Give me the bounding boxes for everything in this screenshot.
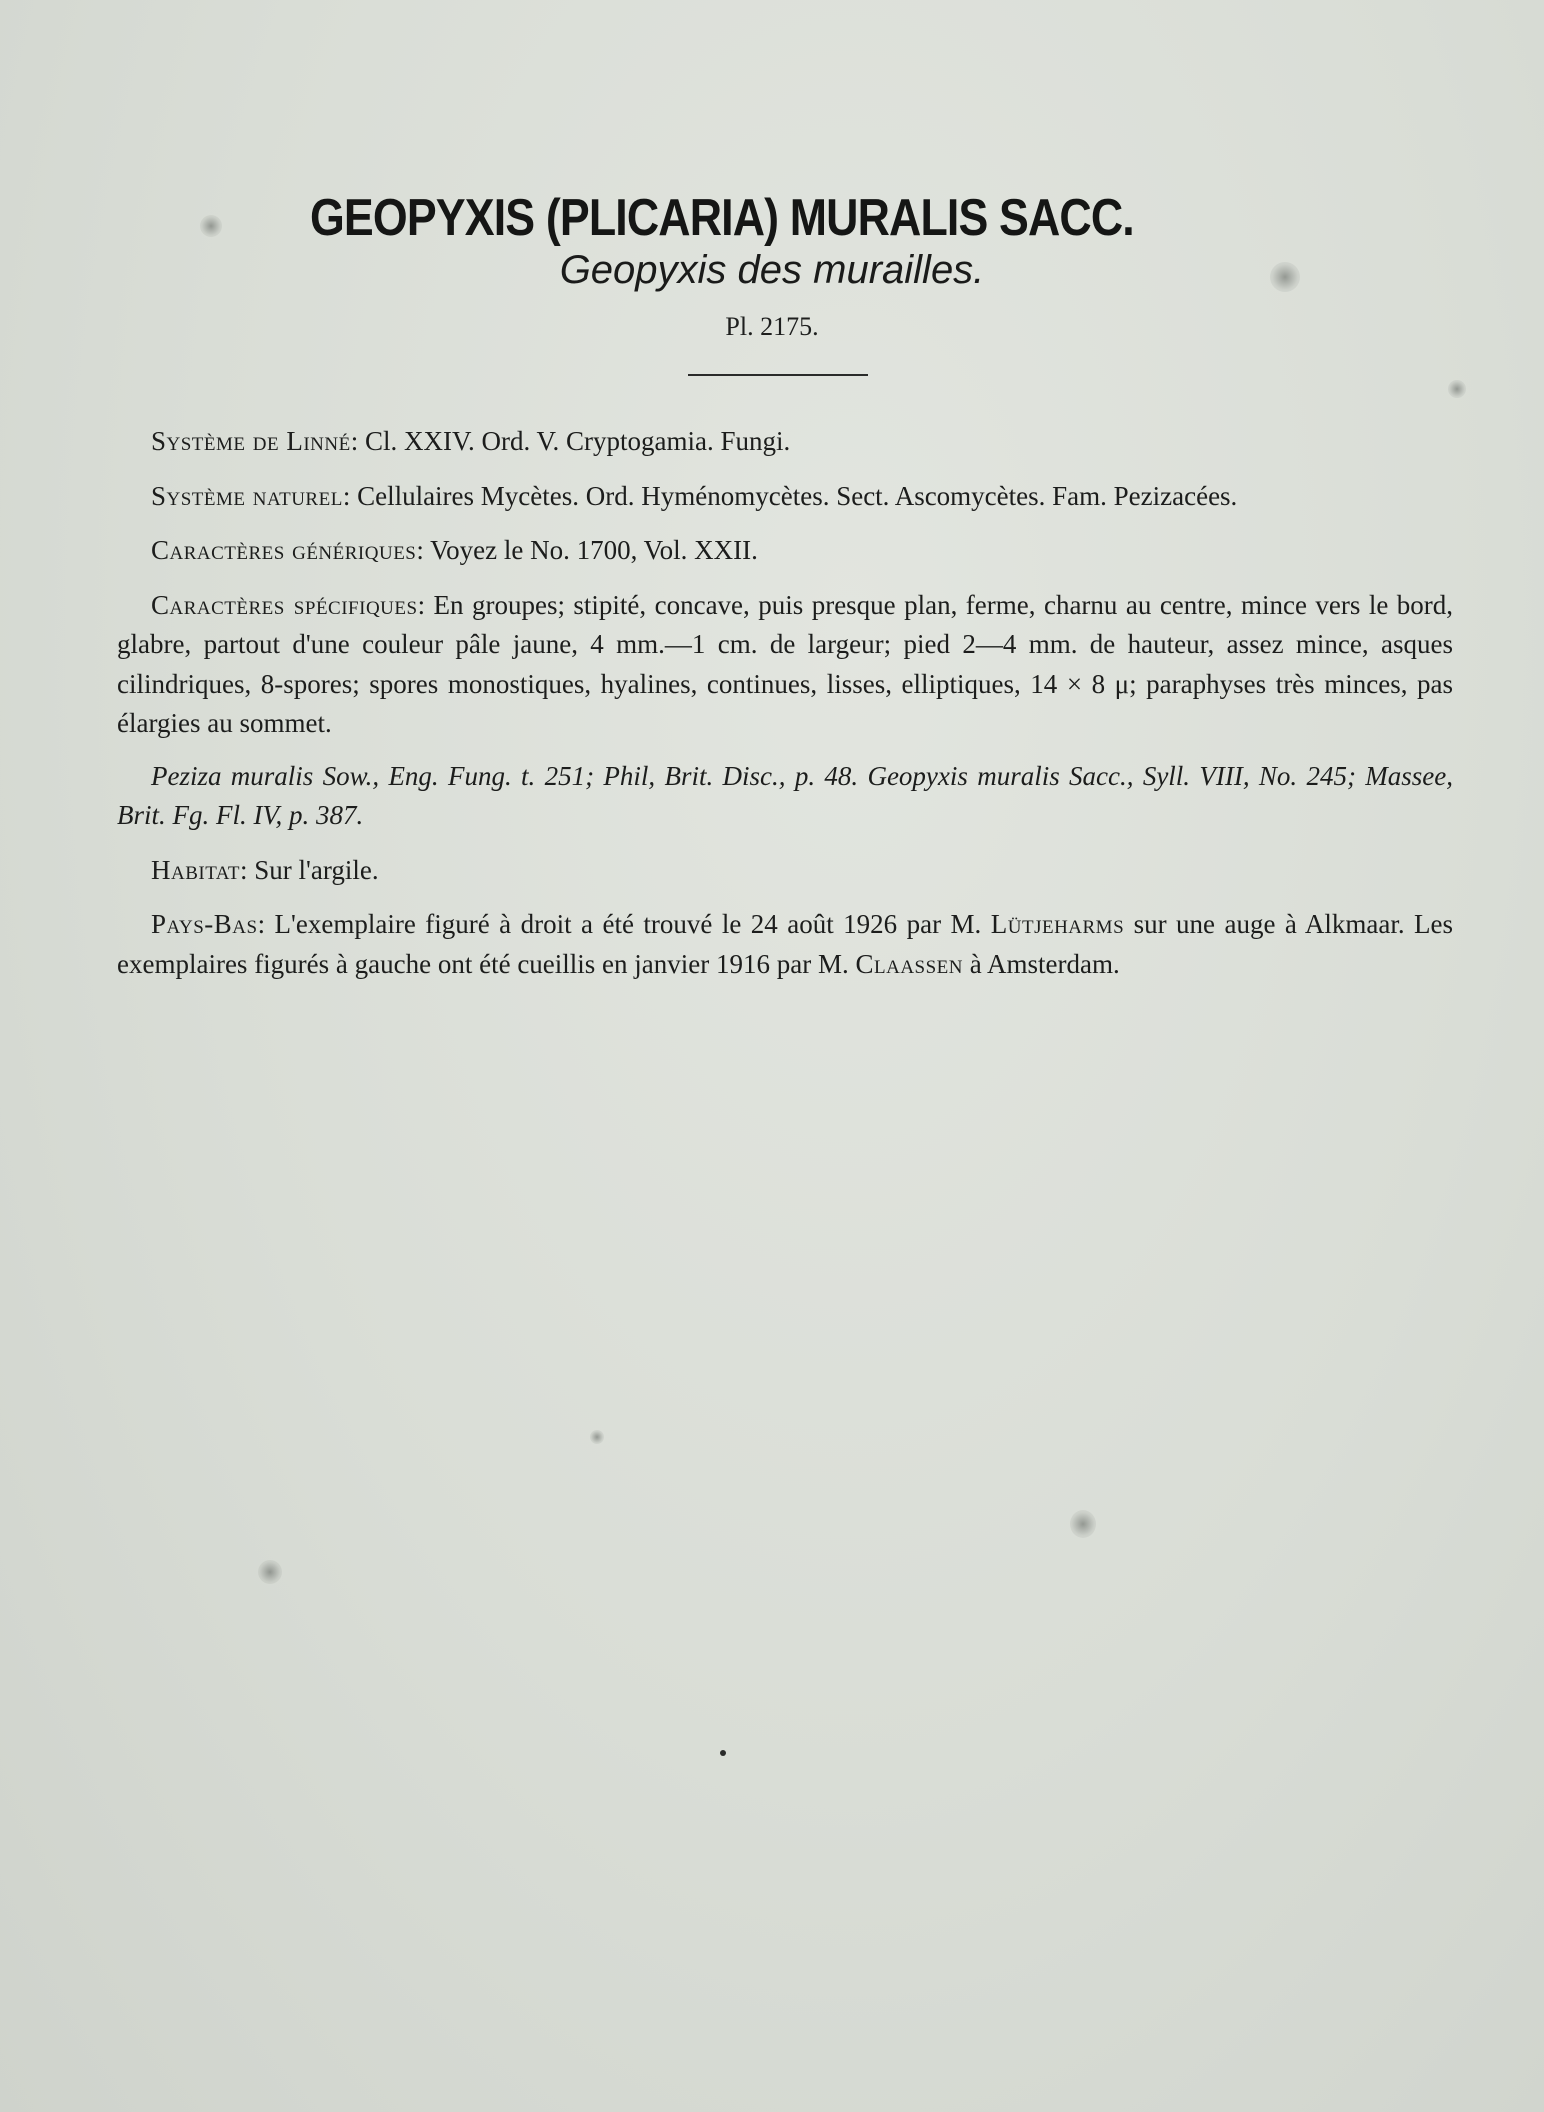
plate-number: Pl. 2175. xyxy=(725,312,819,341)
paper-speck xyxy=(200,215,222,237)
section-text: : Cellulaires Mycètes. Ord. Hyménomycètes. Sect. Ascomycètes. Fam. Pezizacées. xyxy=(342,480,1238,511)
person-name: Lütjeharms xyxy=(990,909,1125,939)
page-title: GEOPYXIS (PLICARIA) MURALIS SACC. xyxy=(310,189,1134,247)
paper-speck xyxy=(720,1750,726,1756)
person-name: Claassen xyxy=(855,948,964,979)
section-label: Système naturel xyxy=(151,480,343,511)
paragraph-naturel xyxy=(117,477,1453,517)
section-label: Système de Linné xyxy=(151,426,351,456)
section-text: : Sur l'argile. xyxy=(240,854,379,885)
section-label: Caractères spécifiques xyxy=(151,589,418,620)
paper-speck xyxy=(1070,1510,1096,1538)
section-text: sur une auge à Alkmaar. Les exemplaires figurés à gauche ont été cueillis en janvier 1916 par M. xyxy=(117,909,1454,979)
paper-speck xyxy=(590,1430,604,1444)
paper-speck xyxy=(258,1560,282,1584)
section-label: Pays-Bas xyxy=(151,909,258,939)
paragraph-linne xyxy=(117,422,1453,462)
section-text: : En groupes; stipité, concave, puis presque plan, ferme, charnu au centre, mince vers le bord, glabre, partout d'une couleur pâle jaune, 4 mm.—1 cm. de largeur; pied 2—4 mm. de hauteur, assez mince, asques cilindriques, 8-spores; spores monostiques, hyalines, continues, lisses, elliptiques, 14 × 8 μ; paraphyses très minces, pas élargies au sommet. xyxy=(117,589,1453,738)
paragraph-synonyms xyxy=(117,757,1453,836)
paragraph-specifiques xyxy=(117,586,1453,744)
paragraph-paysbas xyxy=(117,905,1453,984)
paper-speck xyxy=(1448,380,1466,398)
section-text: : Cl. XXIV. Ord. V. Cryptogamia. Fungi. xyxy=(350,426,791,456)
section-text: : L'exemplaire figuré à droit a été trouvé le 24 août 1926 par M. xyxy=(257,909,991,939)
section-label: Habitat xyxy=(151,854,241,885)
section-text: à Amsterdam. xyxy=(963,948,1120,979)
section-label: Caractères génériques xyxy=(151,535,417,565)
page-subtitle: Geopyxis des murailles. xyxy=(559,248,985,292)
body-text xyxy=(117,422,1453,999)
paragraph-generiques xyxy=(117,531,1453,571)
section-text: : Voyez le No. 1700, Vol. XXII. xyxy=(416,535,758,565)
synonyms-text: Peziza muralis Sow., Eng. Fung. t. 251; Phil, Brit. Disc., p. 48. Geopyxis muralis Sacc., Syll. VIII, No. 245; Massee, Brit. Fg. Fl. IV, p. 387. xyxy=(117,760,1453,830)
header-divider xyxy=(688,374,868,376)
paragraph-habitat xyxy=(117,851,1453,891)
